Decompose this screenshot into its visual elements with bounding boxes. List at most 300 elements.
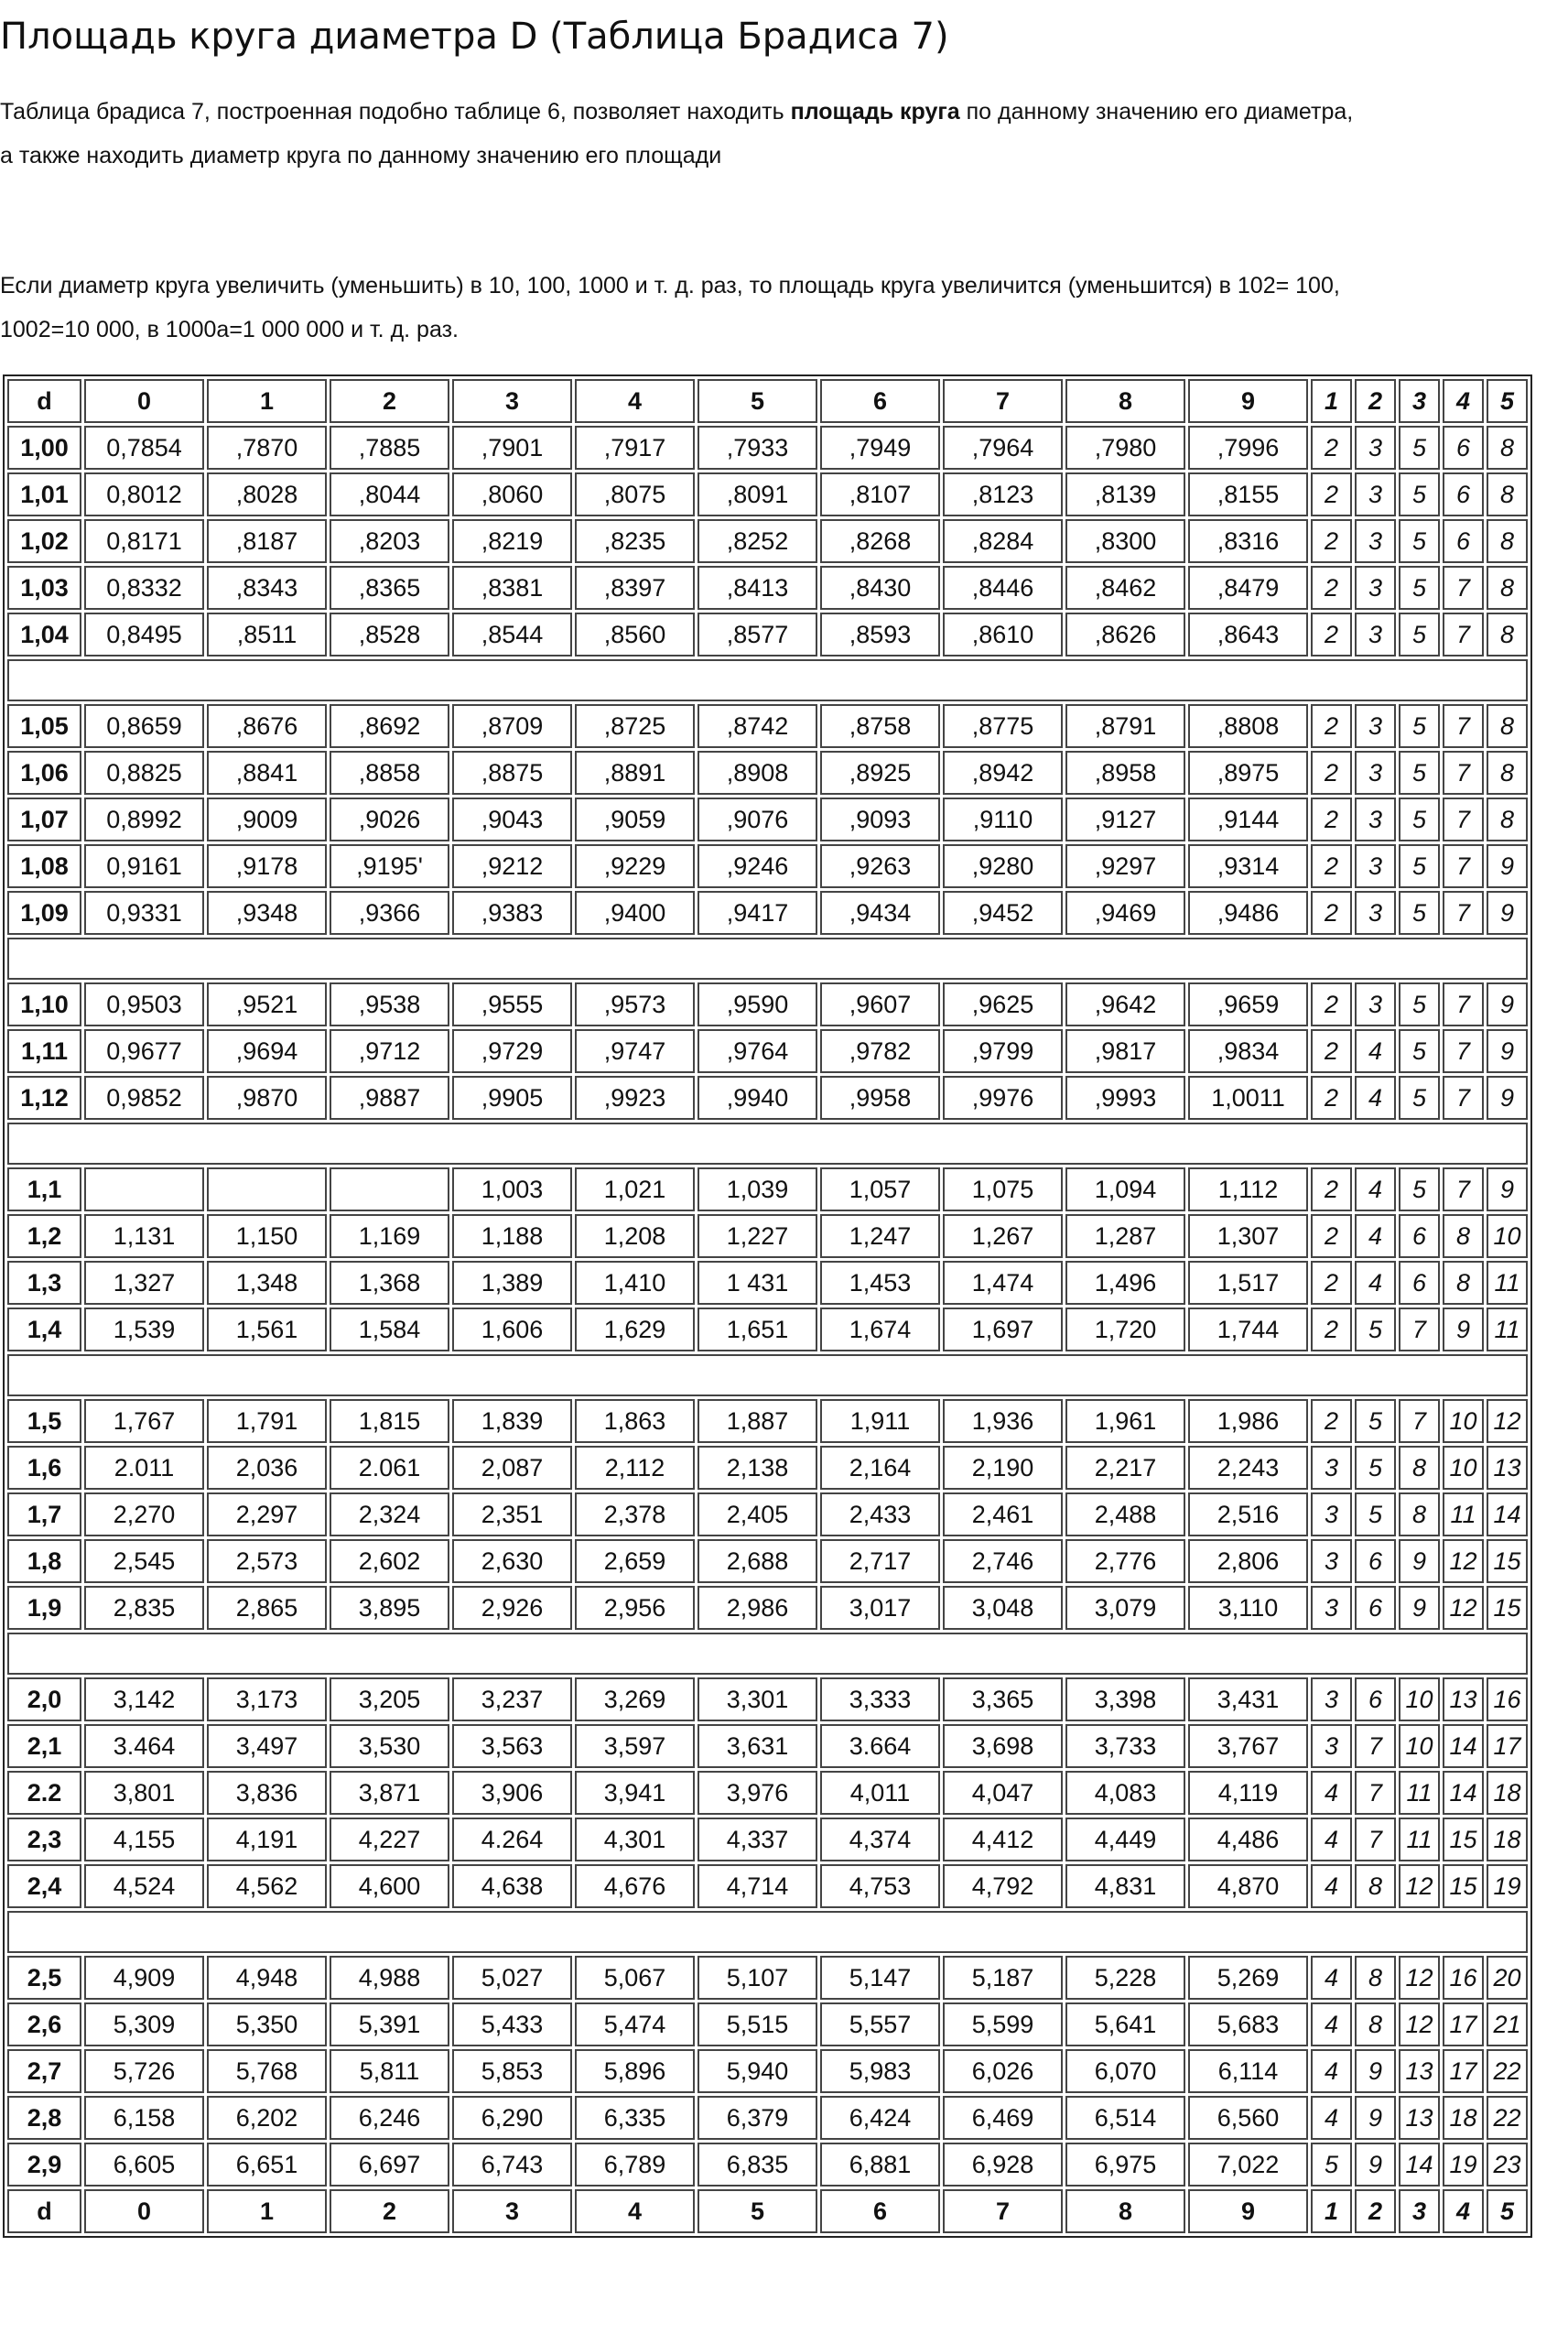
correction-cell: 2: [1311, 472, 1352, 516]
value-cell: 1,131: [84, 1214, 204, 1258]
correction-cell: 4: [1311, 2002, 1352, 2046]
row-label-cell: 2,4: [7, 1864, 81, 1908]
value-cell: 4,449: [1065, 1818, 1185, 1861]
value-cell: 2,717: [820, 1539, 940, 1583]
value-cell: 6,290: [452, 2096, 572, 2140]
value-cell: ,9905: [452, 1076, 572, 1120]
value-cell: 4,011: [820, 1771, 940, 1815]
value-cell: ,8858: [330, 751, 449, 795]
row-label-cell: 2,0: [7, 1677, 81, 1721]
value-cell: 4,676: [575, 1864, 695, 1908]
correction-cell: 7: [1443, 982, 1484, 1026]
row-label-cell: 1,11: [7, 1029, 81, 1073]
group-separator-cell: [7, 659, 1528, 701]
correction-cell: 2: [1311, 1308, 1352, 1351]
scaling-paragraph: [0, 264, 1340, 352]
value-cell: 1,839: [452, 1399, 572, 1443]
row-label-cell: 2,8: [7, 2096, 81, 2140]
correction-cell: 5: [1311, 2143, 1352, 2187]
value-cell: 1,039: [697, 1167, 817, 1211]
value-cell: ,8284: [943, 519, 1063, 563]
group-separator-row: [7, 1123, 1528, 1165]
row-label-cell: 1,05: [7, 704, 81, 748]
value-cell: 2,405: [697, 1492, 817, 1536]
value-cell: 1,410: [575, 1261, 695, 1305]
value-cell: ,8742: [697, 704, 817, 748]
group-separator-cell: [7, 1633, 1528, 1675]
table-row: [7, 1492, 1528, 1536]
table-row: [7, 566, 1528, 610]
correction-cell: 5: [1399, 426, 1440, 470]
value-cell: 0,8992: [84, 798, 204, 841]
value-cell: 3,142: [84, 1677, 204, 1721]
value-cell: 6,835: [697, 2143, 817, 2187]
value-cell: [84, 1167, 204, 1211]
value-cell: 5,107: [697, 1956, 817, 2000]
value-cell: 3,398: [1065, 1677, 1185, 1721]
value-cell: ,8430: [820, 566, 940, 610]
value-cell: 3,836: [207, 1771, 327, 1815]
value-cell: 0,8659: [84, 704, 204, 748]
table-row: [7, 1399, 1528, 1443]
value-cell: ,8676: [207, 704, 327, 748]
correction-cell: 5: [1399, 751, 1440, 795]
correction-cell: 14: [1443, 1724, 1484, 1768]
value-cell: 4,753: [820, 1864, 940, 1908]
value-cell: ,9144: [1188, 798, 1308, 841]
value-cell: 6,743: [452, 2143, 572, 2187]
intro-bold-term: площадь круга: [790, 99, 960, 125]
correction-cell: 5: [1399, 844, 1440, 888]
row-label-cell: 1,10: [7, 982, 81, 1026]
table-row: [7, 1539, 1528, 1583]
table-row: [7, 704, 1528, 748]
correction-cell: 6: [1443, 472, 1484, 516]
value-cell: ,9817: [1065, 1029, 1185, 1073]
value-cell: 3,563: [452, 1724, 572, 1768]
row-label-cell: 2,7: [7, 2049, 81, 2093]
value-cell: ,9940: [697, 1076, 817, 1120]
value-cell: ,7870: [207, 426, 327, 470]
value-cell: 3,906: [452, 1771, 572, 1815]
value-cell: 2,297: [207, 1492, 327, 1536]
value-cell: 3,431: [1188, 1677, 1308, 1721]
correction-cell: 9: [1355, 2096, 1396, 2140]
correction-cell: 10: [1443, 1446, 1484, 1490]
value-cell: ,8316: [1188, 519, 1308, 563]
value-cell: ,9009: [207, 798, 327, 841]
correction-cell: 3: [1355, 751, 1396, 795]
correction-cell: 6: [1355, 1677, 1396, 1721]
value-cell: ,9642: [1065, 982, 1185, 1026]
value-cell: ,8203: [330, 519, 449, 563]
correction-cell: 15: [1443, 1818, 1484, 1861]
table-row: [7, 1956, 1528, 2000]
value-cell: 5,433: [452, 2002, 572, 2046]
value-cell: 2,112: [575, 1446, 695, 1490]
value-cell: 3,110: [1188, 1586, 1308, 1630]
value-cell: ,9195': [330, 844, 449, 888]
correction-cell: 10: [1399, 1677, 1440, 1721]
value-cell: 5,309: [84, 2002, 204, 2046]
value-cell: 1,327: [84, 1261, 204, 1305]
value-cell: ,9486: [1188, 891, 1308, 935]
value-cell: 0,9852: [84, 1076, 204, 1120]
value-cell: 1,267: [943, 1214, 1063, 1258]
value-cell: ,8791: [1065, 704, 1185, 748]
value-cell: ,9923: [575, 1076, 695, 1120]
row-label-cell: d: [7, 2189, 81, 2233]
value-cell: 1,815: [330, 1399, 449, 1443]
value-cell: 3,698: [943, 1724, 1063, 1768]
value-cell: ,8908: [697, 751, 817, 795]
value-cell: 0,8825: [84, 751, 204, 795]
value-cell: 1,674: [820, 1308, 940, 1351]
correction-cell: 14: [1399, 2143, 1440, 2187]
value-cell: 6,026: [943, 2049, 1063, 2093]
value-cell: ,9297: [1065, 844, 1185, 888]
correction-cell: 7: [1443, 1076, 1484, 1120]
correction-cell: 8: [1355, 2002, 1396, 2046]
value-cell: 4,562: [207, 1864, 327, 1908]
value-cell: 0,8171: [84, 519, 204, 563]
value-cell: 1,697: [943, 1308, 1063, 1351]
value-cell: ,7949: [820, 426, 940, 470]
correction-cell: 4: [1355, 1076, 1396, 1120]
correction-cell: 22: [1487, 2096, 1528, 2140]
value-cell: 3,173: [207, 1677, 327, 1721]
correction-cell: 8: [1487, 472, 1528, 516]
correction-cell: 4: [1355, 1167, 1396, 1211]
row-label-cell: 1,08: [7, 844, 81, 888]
row-label-cell: 1,03: [7, 566, 81, 610]
value-cell: 1,057: [820, 1167, 940, 1211]
correction-cell: 5: [1487, 2189, 1528, 2233]
value-cell: 4,227: [330, 1818, 449, 1861]
value-cell: 1,389: [452, 1261, 572, 1305]
value-cell: 1,188: [452, 1214, 572, 1258]
correction-cell: 8: [1487, 519, 1528, 563]
value-cell: 3,733: [1065, 1724, 1185, 1768]
value-cell: ,8808: [1188, 704, 1308, 748]
table-row: [7, 982, 1528, 1026]
correction-cell: 6: [1355, 1586, 1396, 1630]
table-row: [7, 426, 1528, 470]
value-cell: 1,961: [1065, 1399, 1185, 1443]
table-row: [7, 1076, 1528, 1120]
correction-cell: 5: [1487, 379, 1528, 423]
correction-cell: 10: [1487, 1214, 1528, 1258]
value-cell: ,9417: [697, 891, 817, 935]
value-cell: 4,988: [330, 1956, 449, 2000]
value-cell: 1: [207, 379, 327, 423]
value-cell: 0,8332: [84, 566, 204, 610]
value-cell: ,9110: [943, 798, 1063, 841]
row-label-cell: 2,1: [7, 1724, 81, 1768]
value-cell: 4,638: [452, 1864, 572, 1908]
correction-cell: 17: [1487, 1724, 1528, 1768]
value-cell: ,7964: [943, 426, 1063, 470]
value-cell: 1,247: [820, 1214, 940, 1258]
correction-cell: 7: [1399, 1308, 1440, 1351]
value-cell: 0,9677: [84, 1029, 204, 1073]
value-cell: 5,391: [330, 2002, 449, 2046]
table-footer-row: [7, 2189, 1528, 2233]
value-cell: 5,147: [820, 1956, 940, 2000]
value-cell: ,8925: [820, 751, 940, 795]
value-cell: 3.664: [820, 1724, 940, 1768]
correction-cell: 12: [1443, 1586, 1484, 1630]
value-cell: 5,853: [452, 2049, 572, 2093]
value-cell: 2,351: [452, 1492, 572, 1536]
value-cell: 1,791: [207, 1399, 327, 1443]
value-cell: 4,412: [943, 1818, 1063, 1861]
value-cell: 4,909: [84, 1956, 204, 2000]
value-cell: 1,368: [330, 1261, 449, 1305]
correction-cell: 5: [1399, 798, 1440, 841]
value-cell: ,8775: [943, 704, 1063, 748]
value-cell: 4,714: [697, 1864, 817, 1908]
correction-cell: 1: [1311, 2189, 1352, 2233]
correction-cell: 8: [1355, 1864, 1396, 1908]
correction-cell: 4: [1443, 2189, 1484, 2233]
value-cell: ,8300: [1065, 519, 1185, 563]
value-cell: ,9694: [207, 1029, 327, 1073]
value-cell: 6,114: [1188, 2049, 1308, 2093]
value-cell: ,8528: [330, 613, 449, 657]
value-cell: 3,895: [330, 1586, 449, 1630]
row-label-cell: 1,2: [7, 1214, 81, 1258]
correction-cell: 16: [1487, 1677, 1528, 1721]
correction-cell: 7: [1443, 844, 1484, 888]
value-cell: [207, 1167, 327, 1211]
group-separator-row: [7, 938, 1528, 980]
correction-cell: 3: [1355, 844, 1396, 888]
value-cell: ,9538: [330, 982, 449, 1026]
value-cell: 2,746: [943, 1539, 1063, 1583]
correction-cell: 3: [1355, 891, 1396, 935]
value-cell: 2,986: [697, 1586, 817, 1630]
value-cell: ,8028: [207, 472, 327, 516]
correction-cell: 3: [1355, 519, 1396, 563]
value-cell: 2,926: [452, 1586, 572, 1630]
value-cell: 2,865: [207, 1586, 327, 1630]
value-cell: ,9469: [1065, 891, 1185, 935]
row-label-cell: 1,04: [7, 613, 81, 657]
value-cell: ,9246: [697, 844, 817, 888]
value-cell: ,9400: [575, 891, 695, 935]
table-row: [7, 1724, 1528, 1768]
value-cell: 1,003: [452, 1167, 572, 1211]
correction-cell: 2: [1311, 1167, 1352, 1211]
value-cell: 3,941: [575, 1771, 695, 1815]
correction-cell: 2: [1311, 1029, 1352, 1073]
table-row: [7, 1446, 1528, 1490]
value-cell: ,8479: [1188, 566, 1308, 610]
row-label-cell: 2,6: [7, 2002, 81, 2046]
intro-text-start: Таблица брадиса 7, построенная подобно таблице 6, позволяет находить: [0, 99, 791, 125]
group-separator-cell: [7, 1911, 1528, 1953]
value-cell: ,8446: [943, 566, 1063, 610]
value-cell: 5: [697, 379, 817, 423]
correction-cell: 8: [1487, 566, 1528, 610]
value-cell: ,8875: [452, 751, 572, 795]
row-label-cell: 1,5: [7, 1399, 81, 1443]
value-cell: 0: [84, 2189, 204, 2233]
correction-cell: 10: [1443, 1399, 1484, 1443]
value-cell: 5,768: [207, 2049, 327, 2093]
group-separator-row: [7, 1354, 1528, 1396]
correction-cell: 9: [1487, 982, 1528, 1026]
value-cell: 1,651: [697, 1308, 817, 1351]
table-row: [7, 1214, 1528, 1258]
intro-paragraph: [0, 90, 1353, 178]
group-separator-row: [7, 659, 1528, 701]
value-cell: 3,767: [1188, 1724, 1308, 1768]
value-cell: ,8891: [575, 751, 695, 795]
value-cell: ,8610: [943, 613, 1063, 657]
correction-cell: 16: [1443, 1956, 1484, 2000]
row-label-cell: 2.2: [7, 1771, 81, 1815]
correction-cell: 5: [1399, 704, 1440, 748]
value-cell: 2,516: [1188, 1492, 1308, 1536]
value-cell: ,9043: [452, 798, 572, 841]
table-row: [7, 1818, 1528, 1861]
correction-cell: 4: [1355, 1261, 1396, 1305]
table-row: [7, 844, 1528, 888]
group-separator-cell: [7, 938, 1528, 980]
value-cell: 0,8012: [84, 472, 204, 516]
value-cell: 5,811: [330, 2049, 449, 2093]
value-cell: 2,433: [820, 1492, 940, 1536]
correction-cell: 11: [1443, 1492, 1484, 1536]
value-cell: ,7980: [1065, 426, 1185, 470]
value-cell: 1,150: [207, 1214, 327, 1258]
correction-cell: 20: [1487, 1956, 1528, 2000]
correction-cell: 4: [1311, 1864, 1352, 1908]
value-cell: ,8155: [1188, 472, 1308, 516]
value-cell: ,8544: [452, 613, 572, 657]
table-row: [7, 751, 1528, 795]
value-cell: ,9573: [575, 982, 695, 1026]
correction-cell: 15: [1487, 1539, 1528, 1583]
value-cell: 3: [452, 379, 572, 423]
correction-cell: 6: [1399, 1261, 1440, 1305]
value-cell: 7: [943, 379, 1063, 423]
correction-cell: 12: [1399, 1956, 1440, 2000]
value-cell: 1,744: [1188, 1308, 1308, 1351]
value-cell: 3,079: [1065, 1586, 1185, 1630]
value-cell: 6,928: [943, 2143, 1063, 2187]
correction-cell: 9: [1487, 1029, 1528, 1073]
value-cell: 3,631: [697, 1724, 817, 1768]
value-cell: 5,683: [1188, 2002, 1308, 2046]
correction-cell: 6: [1443, 426, 1484, 470]
correction-cell: 13: [1399, 2096, 1440, 2140]
value-cell: 2.061: [330, 1446, 449, 1490]
value-cell: 5,269: [1188, 1956, 1308, 2000]
value-cell: 2,776: [1065, 1539, 1185, 1583]
correction-cell: 18: [1487, 1771, 1528, 1815]
value-cell: 1: [207, 2189, 327, 2233]
correction-cell: 8: [1399, 1492, 1440, 1536]
correction-cell: 11: [1399, 1771, 1440, 1815]
table-body: [7, 379, 1528, 2233]
correction-cell: 8: [1443, 1261, 1484, 1305]
value-cell: 2,190: [943, 1446, 1063, 1490]
value-cell: 2,659: [575, 1539, 695, 1583]
value-cell: 3,237: [452, 1677, 572, 1721]
value-cell: 4,600: [330, 1864, 449, 1908]
value-cell: 3,365: [943, 1677, 1063, 1721]
value-cell: 4,155: [84, 1818, 204, 1861]
value-cell: 2,270: [84, 1492, 204, 1536]
value-cell: 4,524: [84, 1864, 204, 1908]
value-cell: ,9212: [452, 844, 572, 888]
value-cell: 6,975: [1065, 2143, 1185, 2187]
value-cell: ,9590: [697, 982, 817, 1026]
value-cell: 1,539: [84, 1308, 204, 1351]
correction-cell: 10: [1399, 1724, 1440, 1768]
value-cell: 6,514: [1065, 2096, 1185, 2140]
value-cell: ,8692: [330, 704, 449, 748]
value-cell: ,8343: [207, 566, 327, 610]
correction-cell: 2: [1311, 613, 1352, 657]
correction-cell: 2: [1311, 982, 1352, 1026]
value-cell: ,9976: [943, 1076, 1063, 1120]
row-label-cell: 1,3: [7, 1261, 81, 1305]
table-row: [7, 1586, 1528, 1630]
value-cell: 1,307: [1188, 1214, 1308, 1258]
correction-cell: 9: [1487, 844, 1528, 888]
value-cell: 1,075: [943, 1167, 1063, 1211]
table-row: [7, 1167, 1528, 1211]
value-cell: 4,374: [820, 1818, 940, 1861]
value-cell: 2,087: [452, 1446, 572, 1490]
correction-cell: 3: [1399, 2189, 1440, 2233]
table-row: [7, 1771, 1528, 1815]
value-cell: ,8643: [1188, 613, 1308, 657]
correction-cell: 5: [1355, 1492, 1396, 1536]
correction-cell: 2: [1311, 566, 1352, 610]
row-label-cell: 2,3: [7, 1818, 81, 1861]
correction-cell: 3: [1355, 472, 1396, 516]
correction-cell: 5: [1399, 613, 1440, 657]
table-row: [7, 472, 1528, 516]
correction-cell: 2: [1311, 1076, 1352, 1120]
value-cell: 1,287: [1065, 1214, 1185, 1258]
value-cell: 5,983: [820, 2049, 940, 2093]
value-cell: ,9263: [820, 844, 940, 888]
value-cell: 2,835: [84, 1586, 204, 1630]
correction-cell: 7: [1355, 1771, 1396, 1815]
value-cell: ,9747: [575, 1029, 695, 1073]
value-cell: 2,036: [207, 1446, 327, 1490]
correction-cell: 7: [1443, 891, 1484, 935]
correction-cell: 3: [1311, 1586, 1352, 1630]
correction-cell: 2: [1311, 891, 1352, 935]
correction-cell: 3: [1355, 426, 1396, 470]
table-row: [7, 519, 1528, 563]
value-cell: 9: [1188, 379, 1308, 423]
row-label-cell: 1,4: [7, 1308, 81, 1351]
value-cell: ,9348: [207, 891, 327, 935]
value-cell: 1,227: [697, 1214, 817, 1258]
value-cell: ,8187: [207, 519, 327, 563]
correction-cell: 14: [1443, 1771, 1484, 1815]
value-cell: 1,936: [943, 1399, 1063, 1443]
value-cell: 1,021: [575, 1167, 695, 1211]
